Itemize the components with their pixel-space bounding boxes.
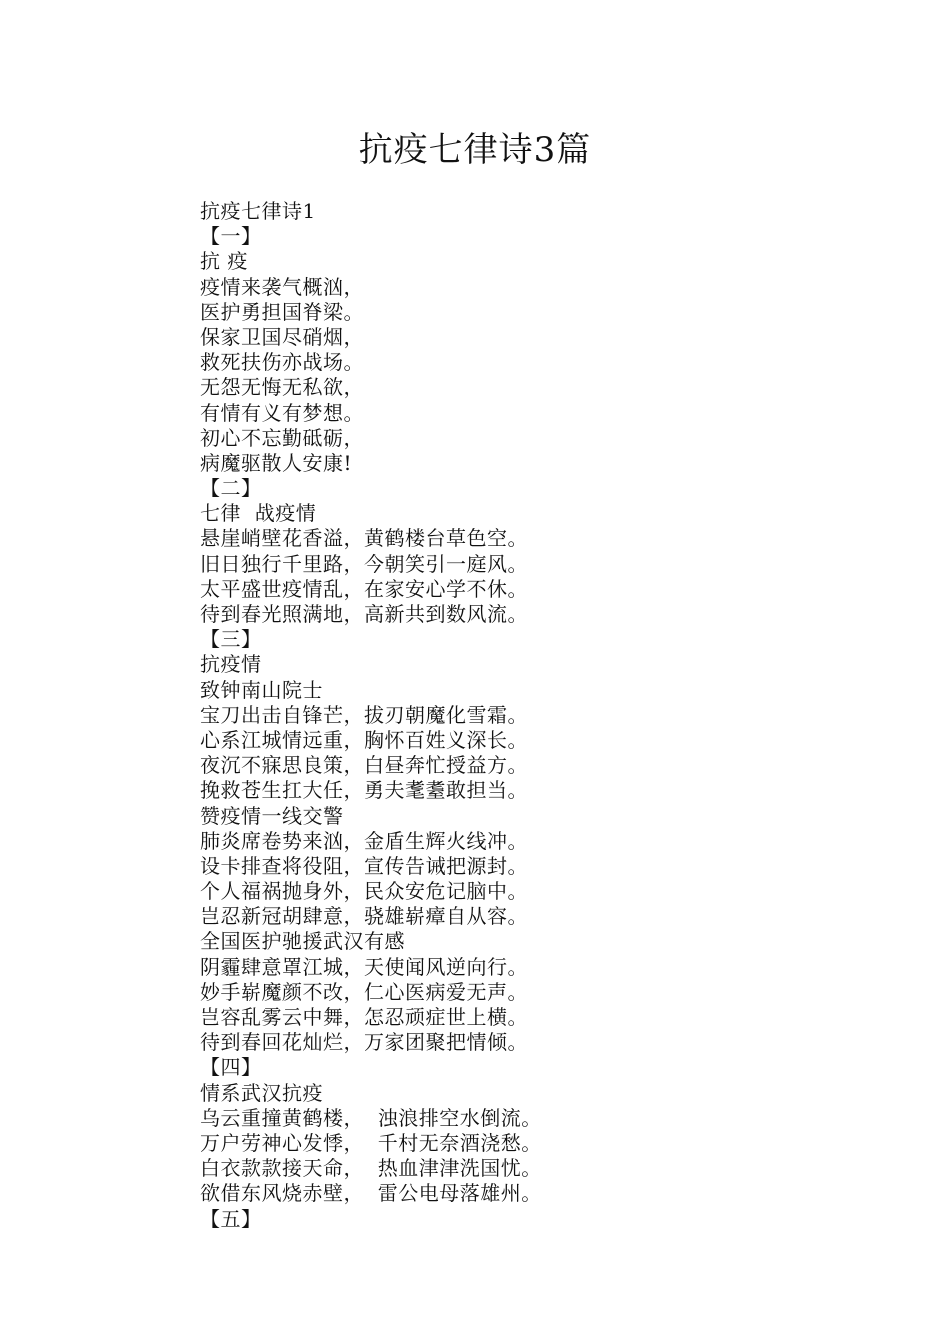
text-line: 医护勇担国脊梁。	[200, 299, 364, 324]
text-line: 个人福祸抛身外，民众安危记脑中。	[200, 879, 528, 904]
text-line: 疫情来袭气概汹，	[200, 274, 364, 299]
text-line: 心系江城情远重，胸怀百姓义深长。	[200, 727, 528, 752]
text-line: 【二】	[200, 476, 262, 501]
text-line: 岂忍新冠胡肆意，骁雄崭瘴自从容。	[200, 904, 528, 929]
text-line: 全国医护驰援武汉有感	[200, 929, 405, 954]
text-line: 悬崖峭壁花香溢，黄鹤楼台草色空。	[200, 526, 528, 551]
text-line: 救死扶伤亦战场。	[200, 350, 364, 375]
text-line: 白衣款款接天命， 热血津津洗国忧。	[200, 1156, 542, 1181]
text-line: 无怨无悔无私欲，	[200, 375, 364, 400]
text-line: 欲借东风烧赤壁， 雷公电母落雄州。	[200, 1181, 542, 1206]
text-line: 【一】	[200, 224, 262, 249]
text-line: 肺炎席卷势来汹，金盾生辉火线冲。	[200, 828, 528, 853]
text-line: 夜沉不寐思良策，白昼奔忙授益方。	[200, 753, 528, 778]
text-line: 岂容乱雾云中舞，怎忍顽症世上横。	[200, 1005, 528, 1029]
text-line: 宝刀出击自锋芒，拔刃朝魔化雪霜。	[200, 702, 528, 727]
text-line: 【四】	[200, 1055, 262, 1080]
text-line: 挽救苍生扛大任，勇夫耄耋敢担当。	[200, 778, 528, 803]
text-line: 待到春光照满地，高新共到数风流。	[200, 602, 528, 626]
text-line: 抗疫七律诗1	[200, 199, 316, 223]
text-line: 妙手崭魔颜不改，仁心医病爱无声。	[200, 979, 528, 1004]
text-line: 抗 疫	[200, 249, 248, 274]
document-body	[200, 199, 900, 1232]
text-line: 初心不忘勤砥砺，	[200, 425, 364, 450]
document-title: 抗疫七律诗3篇	[358, 130, 592, 170]
text-line: 病魔驱散人安康!	[200, 450, 353, 475]
text-line: 【五】	[200, 1206, 262, 1231]
text-line: 致钟南山院士	[200, 677, 323, 702]
text-line: 设卡排查将役阻，宣传告诫把源封。	[200, 853, 528, 878]
text-line: 万户劳神心发悸， 千村无奈酒浇愁。	[200, 1130, 542, 1155]
text-line: 情系武汉抗疫	[200, 1080, 323, 1105]
text-line: 待到春回花灿烂，万家团聚把情倾。	[200, 1030, 528, 1055]
text-line: 赞疫情一线交警	[200, 803, 344, 828]
text-line: 【三】	[200, 627, 262, 652]
text-line: 太平盛世疫情乱，在家安心学不休。	[200, 576, 528, 601]
text-line: 抗疫情	[200, 652, 262, 677]
text-line: 有情有义有梦想。	[200, 400, 364, 425]
text-line: 旧日独行千里路，今朝笑引一庭风。	[200, 551, 528, 576]
text-line: 乌云重撞黄鹤楼， 浊浪排空水倒流。	[200, 1105, 542, 1130]
text-line: 七律 战疫情	[200, 501, 317, 526]
text-line: 保家卫国尽硝烟，	[200, 324, 364, 349]
text-line: 阴霾肆意罩江城，天使闻风逆向行。	[200, 954, 528, 979]
